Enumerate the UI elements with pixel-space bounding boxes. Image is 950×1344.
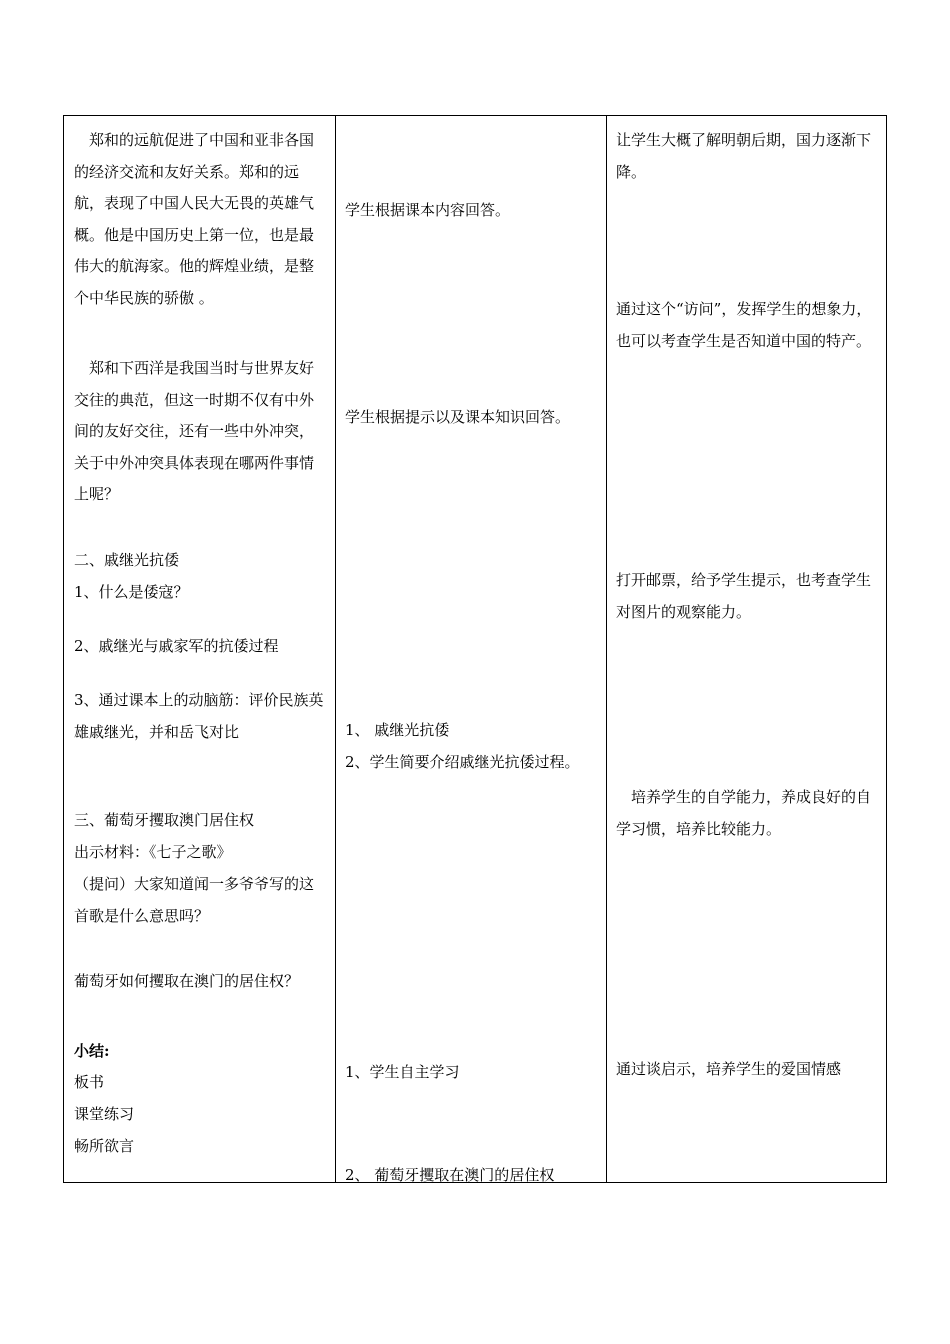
paragraph-zhenghe-voyage: 郑和的远航促进了中国和亚非各国的经济交流和友好关系。郑和的远航，表现了中国人民大无畏的英雄气概。他是中国历史上第一位，也是最伟大的航海家。他的辉煌业绩，是整个中华民族的骄傲 。 bbox=[74, 131, 315, 307]
section-title-qijiguang: 二、戚继光抗倭 bbox=[74, 551, 180, 569]
intent-2: 通过这个“访问”，发挥学生的想象力，也可以考查学生是否知道中国的特产。 bbox=[616, 300, 872, 350]
intent-5: 通过谈启示，培养学生的爱国情感 bbox=[616, 1060, 842, 1078]
student-answer-4: 2、学生简要介绍戚继光抗倭过程。 bbox=[345, 753, 580, 771]
question-song-meaning: （提问）大家知道闻一多爷爷写的这首歌是什么意思吗？ bbox=[74, 875, 315, 925]
student-answer-1: 学生根据课本内容回答。 bbox=[345, 201, 511, 219]
list-item-exercise: 课堂练习 bbox=[74, 1105, 135, 1123]
list-item-discussion: 畅所欲言 bbox=[74, 1137, 135, 1155]
student-answer-6: 2、 葡萄牙攫取在澳门的居住权 bbox=[345, 1166, 555, 1184]
section-title-macau: 三、葡萄牙攫取澳门居住权 bbox=[74, 811, 255, 829]
column-divider-2 bbox=[606, 116, 607, 1182]
column-divider-1 bbox=[335, 116, 336, 1182]
lesson-plan-table bbox=[63, 115, 887, 1183]
student-answer-3: 1、 戚继光抗倭 bbox=[345, 721, 450, 739]
student-answer-5: 1、学生自主学习 bbox=[345, 1063, 460, 1081]
intent-4: 培养学生的自学能力，养成良好的自学习惯，培养比较能力。 bbox=[616, 788, 872, 838]
question-evaluate: 3、通过课本上的动脑筋：评价民族英雄戚继光，并和岳飞对比 bbox=[74, 691, 324, 741]
intent-1: 让学生大概了解明朝后期，国力逐渐下降。 bbox=[616, 131, 872, 181]
summary-heading: 小结: bbox=[74, 1042, 110, 1060]
student-answer-2: 学生根据提示以及课本知识回答。 bbox=[345, 408, 571, 426]
intent-3: 打开邮票，给予学生提示，也考查学生对图片的观察能力。 bbox=[616, 571, 872, 621]
question-wokou: 1、什么是倭寇？ bbox=[74, 583, 189, 601]
question-qijiajun: 2、戚继光与戚家军的抗倭过程 bbox=[74, 637, 279, 655]
material-song: 出示材料：《七子之歌》 bbox=[74, 843, 232, 861]
list-item-blackboard: 板书 bbox=[74, 1073, 105, 1091]
question-macau: 葡萄牙如何攫取在澳门的居住权？ bbox=[74, 972, 300, 990]
paragraph-foreign-relations: 郑和下西洋是我国当时与世界友好交往的典范，但这一时期不仅有中外间的友好交往，还有一些中外冲突，关于中外冲突具体表现在哪两件事情上呢？ bbox=[74, 359, 315, 503]
